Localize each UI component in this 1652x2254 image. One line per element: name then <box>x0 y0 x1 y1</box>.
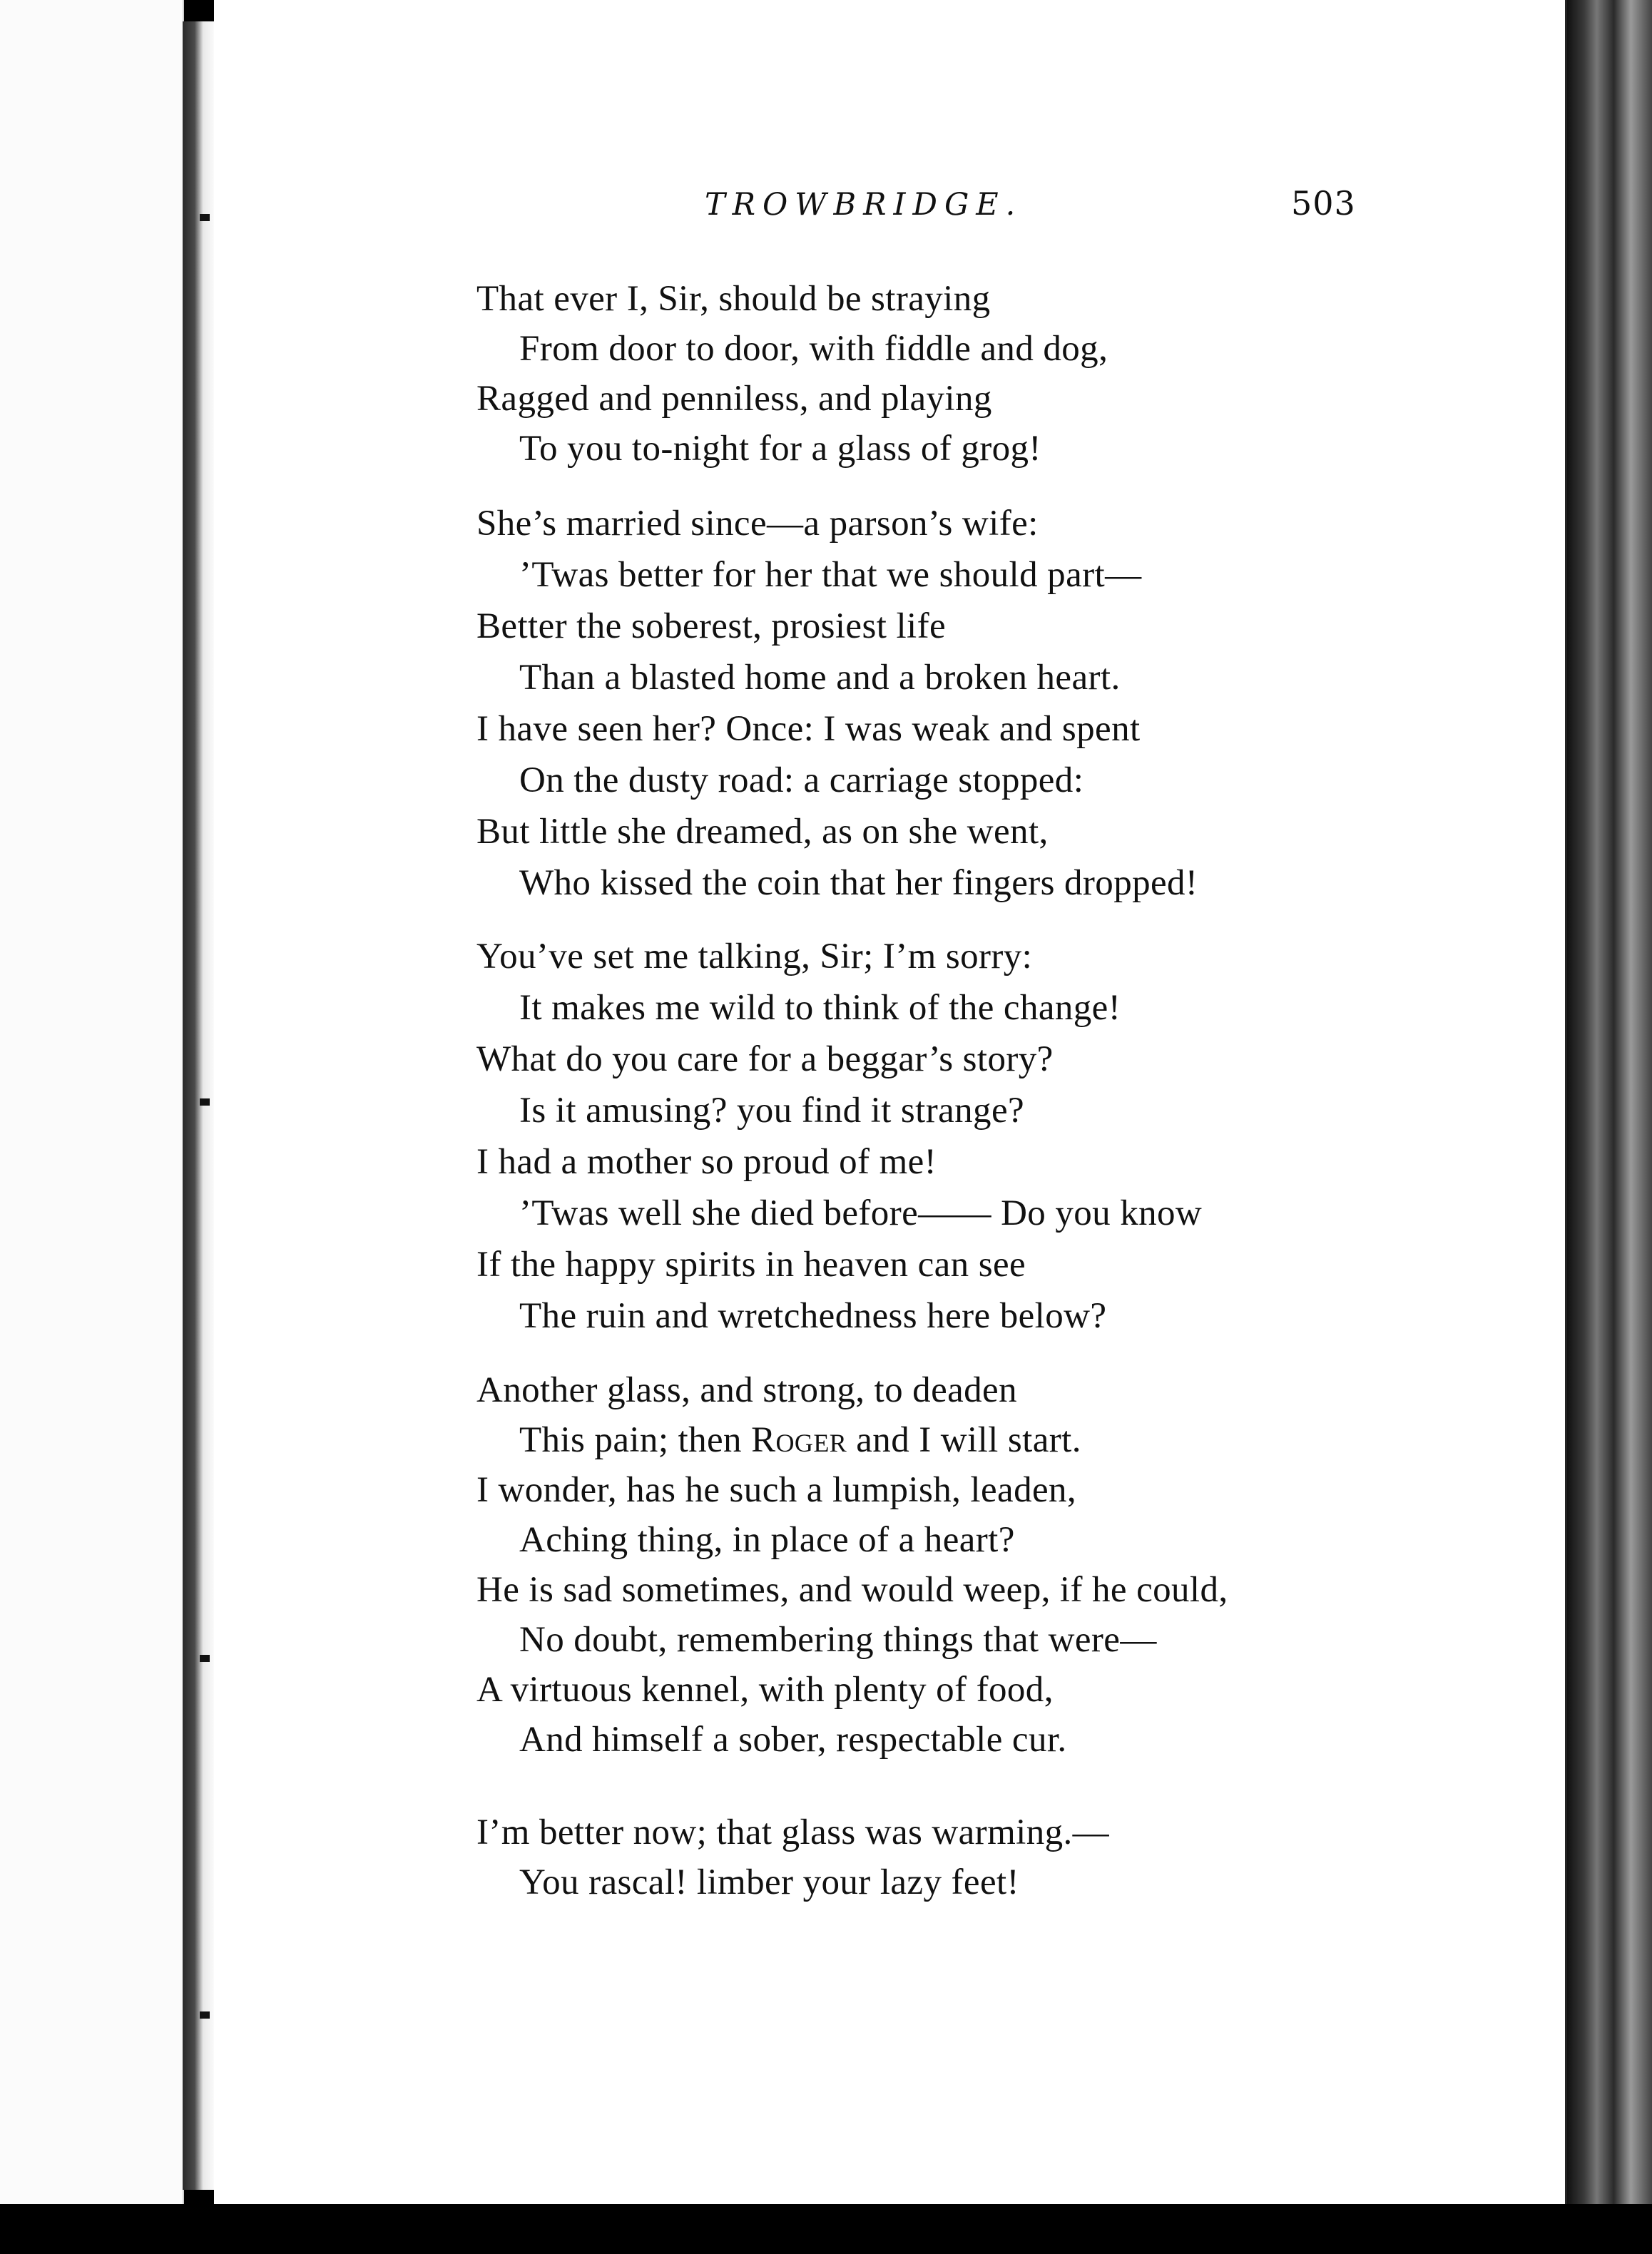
verse-line: Ragged and penniless, and playing <box>476 379 992 419</box>
verse-line: Who kissed the coin that her fingers dropped! <box>519 863 1198 903</box>
page-stack-edge <box>1567 0 1652 2254</box>
verse-line: I had a mother so proud of me! <box>476 1142 937 1182</box>
verse-line: Than a blasted home and a broken heart. <box>519 658 1121 698</box>
verse-line: To you to-night for a glass of grog! <box>519 429 1041 469</box>
verse-line: ’Twas well she died before—— Do you know <box>519 1193 1203 1233</box>
binding-mark <box>200 214 210 221</box>
verse-line: No doubt, remembering things that were— <box>519 1620 1157 1660</box>
verse-line: A virtuous kennel, with plenty of food, <box>476 1670 1054 1710</box>
verse-line: Is it amusing? you find it strange? <box>519 1091 1025 1131</box>
verse-line: On the dusty road: a carriage stopped: <box>519 760 1084 800</box>
facing-page-edge <box>0 0 184 2204</box>
verse-line: She’s married since—a parson’s wife: <box>476 504 1039 544</box>
binding-mark <box>200 2011 210 2019</box>
verse-line: You rascal! limber your lazy feet! <box>519 1862 1019 1902</box>
running-head: TROWBRIDGE. <box>705 187 1023 223</box>
binding-mark <box>200 1655 210 1662</box>
verse-line: That ever I, Sir, should be straying <box>476 279 991 319</box>
verse-line: Aching thing, in place of a heart? <box>519 1520 1015 1560</box>
verse-line: The ruin and wretchedness here below? <box>519 1296 1107 1336</box>
verse-line: I have seen her? Once: I was weak and spent <box>476 709 1141 749</box>
verse-line: Better the soberest, prosiest life <box>476 606 946 646</box>
verse-line: You’ve set me talking, Sir; I’m sorry: <box>476 937 1033 976</box>
scan-border <box>0 2204 1652 2254</box>
book-page <box>214 0 1567 2208</box>
verse-line: Another glass, and strong, to deaden <box>476 1370 1017 1410</box>
page-number: 503 <box>1291 184 1356 223</box>
verse-line: This pain; then Roger and I will start. <box>519 1420 1081 1460</box>
verse-line: I wonder, has he such a lumpish, leaden, <box>476 1470 1077 1510</box>
verse-line: And himself a sober, respectable cur. <box>519 1720 1067 1760</box>
verse-line: If the happy spirits in heaven can see <box>476 1245 1026 1285</box>
verse-line: He is sad sometimes, and would weep, if he could, <box>476 1570 1228 1610</box>
verse-line: ’Twas better for her that we should part— <box>519 555 1142 595</box>
verse-line: But little she dreamed, as on she went, <box>476 812 1049 852</box>
book-gutter <box>183 21 217 2190</box>
page-header <box>214 184 1565 230</box>
verse-line: I’m better now; that glass was warming.— <box>476 1812 1110 1852</box>
dog-name: Roger <box>751 1420 847 1460</box>
binding-mark <box>200 1098 210 1106</box>
verse-line: What do you care for a beggar’s story? <box>476 1039 1054 1079</box>
verse-line: From door to door, with fiddle and dog, <box>519 329 1108 369</box>
verse-line: It makes me wild to think of the change! <box>519 988 1121 1028</box>
